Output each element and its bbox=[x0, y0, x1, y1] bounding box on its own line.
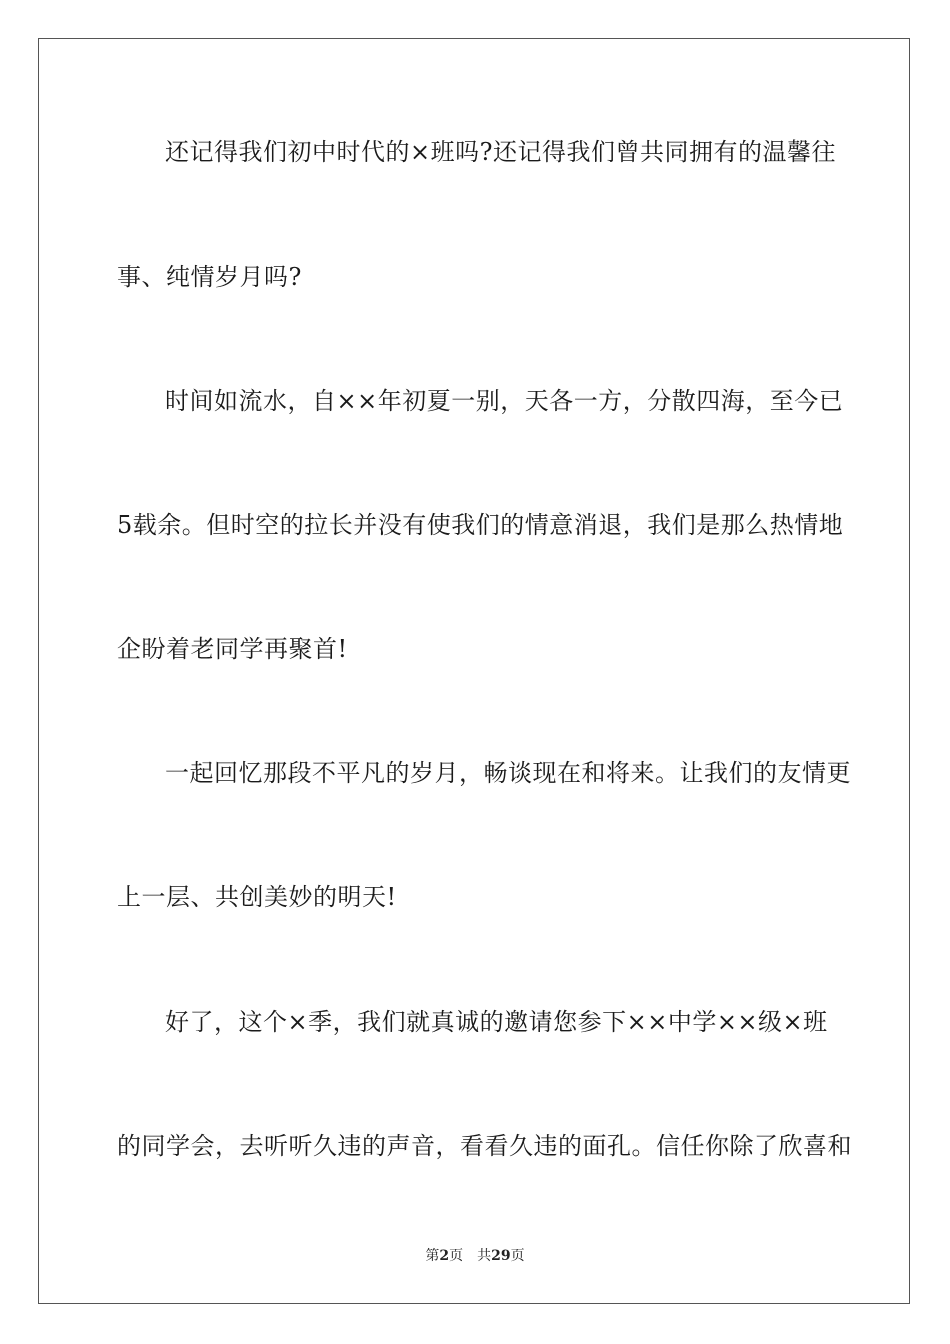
text-line-7: 上一层、共创美妙的明天! bbox=[117, 883, 397, 911]
footer-page-number: 2 bbox=[439, 1248, 450, 1264]
footer-total-prefix: 共 bbox=[477, 1248, 492, 1264]
footer-page-prefix: 第 bbox=[425, 1248, 440, 1264]
footer-total-suffix: 页 bbox=[510, 1248, 525, 1264]
footer-total-pages: 29 bbox=[491, 1248, 511, 1264]
footer-page-suffix: 页 bbox=[449, 1248, 464, 1264]
text-line-5: 企盼着老同学再聚首! bbox=[117, 635, 348, 663]
text-line-2: 事、纯情岁月吗? bbox=[117, 263, 302, 291]
page-frame bbox=[38, 38, 910, 1304]
text-line-8: 好了，这个×季，我们就真诚的邀请您参下××中学××级×班 bbox=[165, 1008, 828, 1036]
text-line-4: 5载余。但时空的拉长并没有使我们的情意消退，我们是那么热情地 bbox=[117, 511, 844, 539]
text-line-1: 还记得我们初中时代的×班吗?还记得我们曾共同拥有的温馨往 bbox=[165, 138, 836, 166]
text-line-6: 一起回忆那段不平凡的岁月，畅谈现在和将来。让我们的友情更 bbox=[165, 759, 851, 787]
text-line-3: 时间如流水，自××年初夏一别，天各一方，分散四海，至今已 bbox=[165, 387, 844, 415]
page-footer bbox=[0, 1247, 950, 1265]
text-line-9: 的同学会，去听听久违的声音，看看久违的面孔。信任你除了欣喜和 bbox=[117, 1132, 852, 1160]
